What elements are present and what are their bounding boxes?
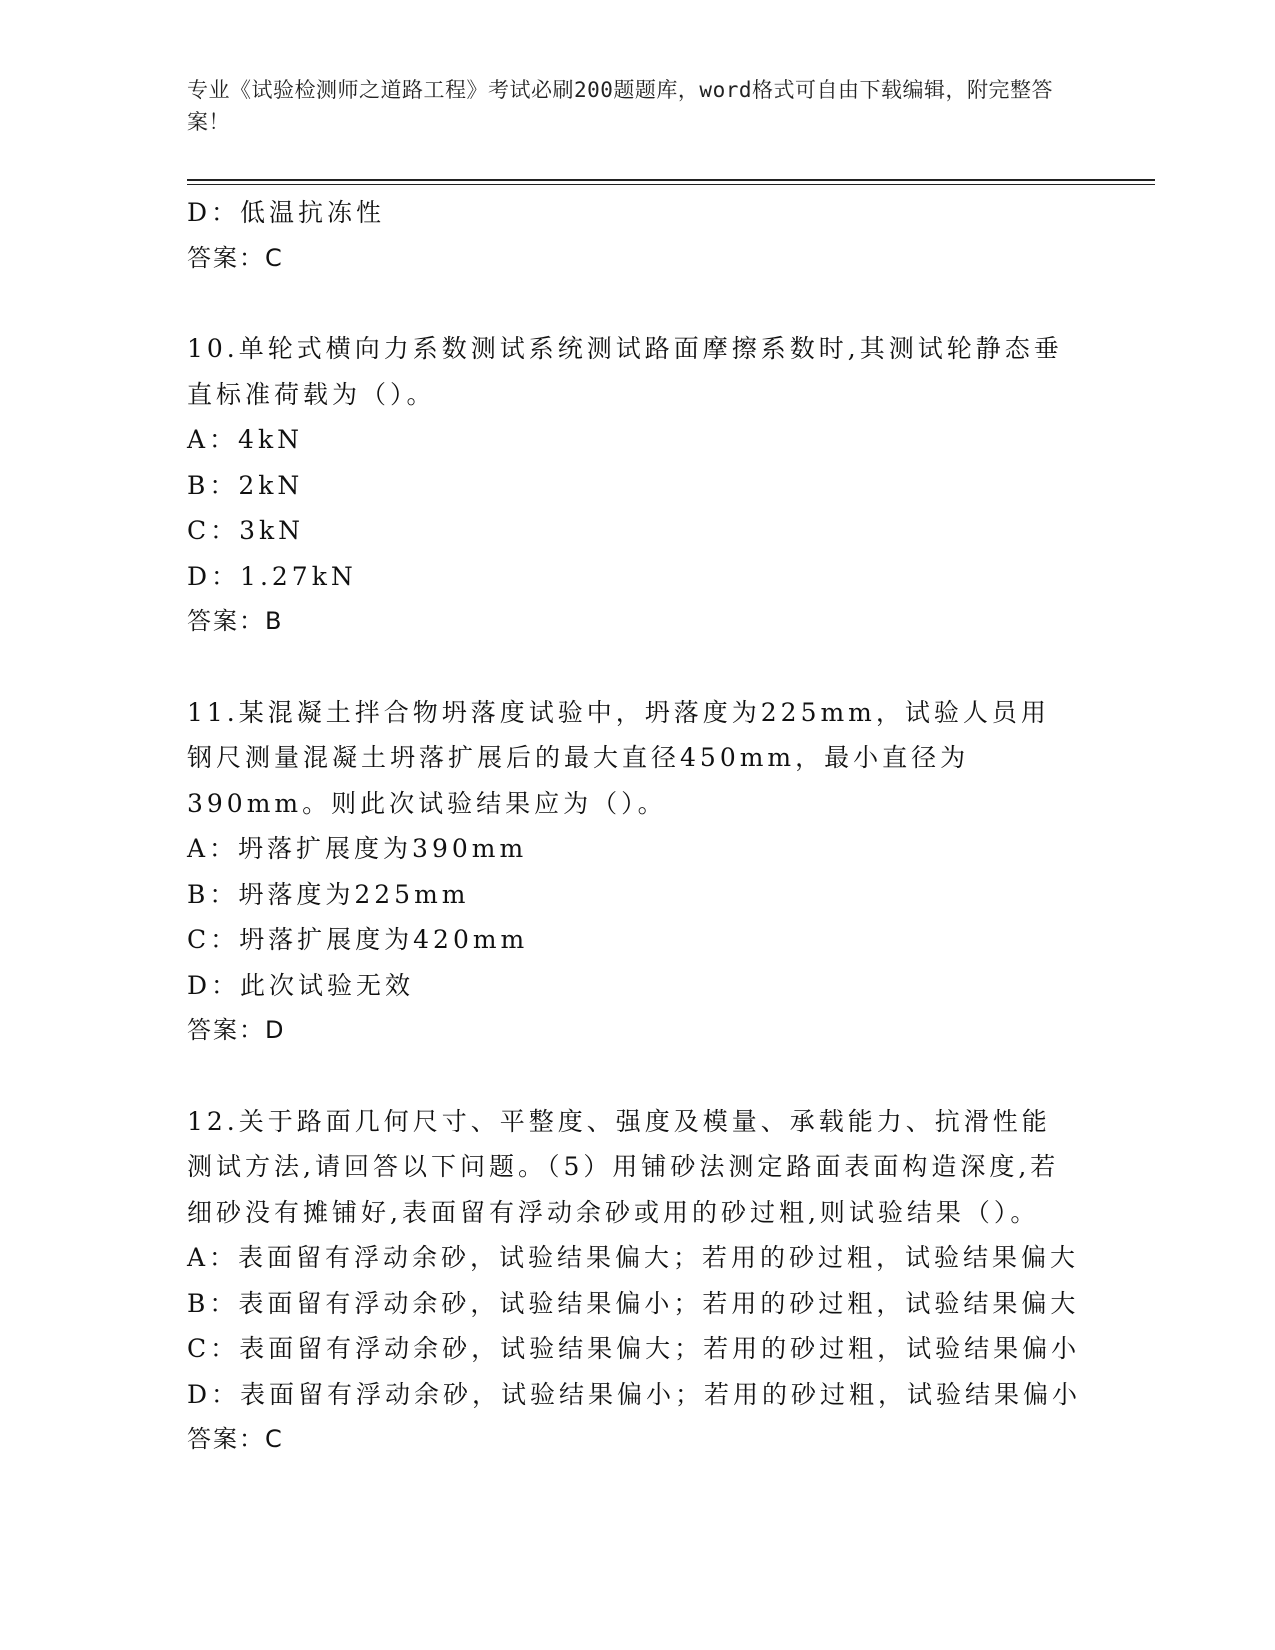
- answer-line: 答案：B: [187, 607, 284, 635]
- option-d: D：1.27kN: [187, 561, 357, 591]
- header-rule-thick: [187, 179, 1155, 181]
- question-text: 11.某混凝土拌合物坍落度试验中，坍落度为225mm，试验人员用钢尺测量混凝土坍落扩展后的最大直径450mm，最小直径为390mm。则此次试验结果应为（）。: [187, 697, 1050, 818]
- option-a: A：坍落扩展度为390mm: [187, 834, 528, 863]
- answer-line: 答案：D: [187, 1016, 286, 1044]
- option-c: C：表面留有浮动余砂，试验结果偏大；若用的砂过粗，试验结果偏小: [187, 1334, 1081, 1363]
- option-c: C：坍落扩展度为420mm: [187, 925, 529, 954]
- answer-line: 答案：C: [187, 1425, 284, 1453]
- question-text: 12.关于路面几何尺寸、平整度、强度及模量、承载能力、抗滑性能测试方法,请回答以下问题。（5）用铺砂法测定路面表面构造深度,若细砂没有摊铺好,表面留有浮动余砂或用的砂过粗,则试验结果（）。: [187, 1106, 1060, 1227]
- question-12: [187, 1099, 1082, 1463]
- option-d: D：此次试验无效: [187, 970, 415, 1000]
- document-header: 专业《试验检测师之道路工程》考试必刷200题题库，word格式可自由下载编辑，附完整答案！: [187, 78, 1053, 134]
- option-d: D：低温抗冻性: [187, 198, 386, 227]
- option-b: B：2kN: [187, 470, 304, 500]
- option-c: C：3kN: [187, 516, 305, 545]
- question-10: [187, 326, 1077, 645]
- question-text: 10.单轮式横向力系数测试系统测试路面摩擦系数时,其测试轮静态垂直标准荷载为（）。: [187, 334, 1063, 409]
- option-d: D：表面留有浮动余砂，试验结果偏小；若用的砂过粗，试验结果偏小: [187, 1379, 1082, 1409]
- document-body: [187, 190, 1082, 1463]
- option-a: A：表面留有浮动余砂，试验结果偏大；若用的砂过粗，试验结果偏大: [187, 1243, 1080, 1272]
- option-a: A：4kN: [187, 425, 303, 454]
- header-rule-thin: [187, 184, 1155, 185]
- answer-line: 答案：C: [187, 243, 284, 272]
- question-11: [187, 690, 1077, 1054]
- option-b: B：表面留有浮动余砂，试验结果偏小；若用的砂过粗，试验结果偏大: [187, 1288, 1080, 1318]
- option-b: B：坍落度为225mm: [187, 879, 470, 909]
